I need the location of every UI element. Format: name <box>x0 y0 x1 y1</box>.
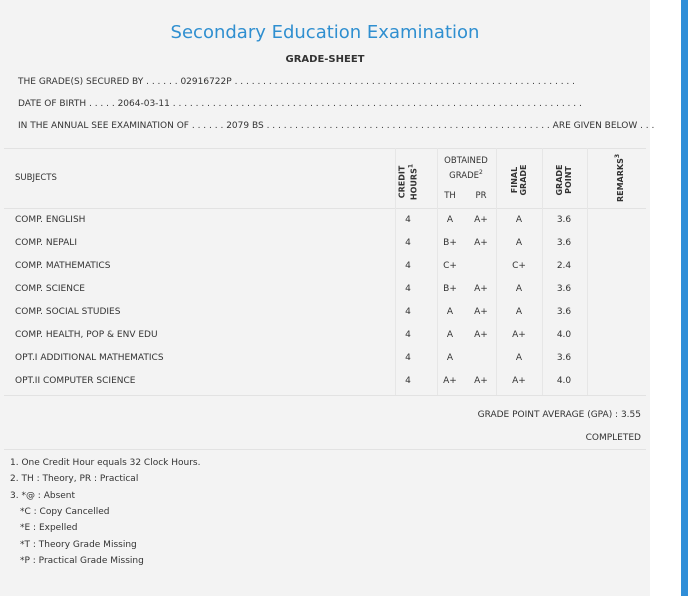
th-grade: A <box>446 353 454 363</box>
final-grade: A <box>515 353 523 363</box>
grade-point: 3.6 <box>556 215 572 225</box>
col-divider <box>587 148 588 395</box>
remarks-header: REMARKS$^3$ <box>614 153 625 203</box>
subjects-header: SUBJECTS <box>15 173 57 183</box>
note-copy-cancelled: *C : Copy Cancelled <box>20 507 110 517</box>
dob-value: 2064-03-11 <box>117 99 170 109</box>
obtained-grade-header: OBTAINED GRADE$^2$ <box>444 156 488 181</box>
result-status: COMPLETED <box>585 433 641 443</box>
th-header: TH <box>444 191 456 201</box>
dob-line: DATE OF BIRTH . . . . . 2064-03-11 . . . . . . . . . . . . . . . . . . . . . . . . . . . . . . . . . . . . . . . . . . . . . . . . . . . . . . . . . . . . . . . . . . . . . . . . <box>18 99 582 109</box>
credit-hours: 4 <box>405 284 411 294</box>
note-practical-missing: *P : Practical Grade Missing <box>20 556 144 566</box>
note-theory-missing: *T : Theory Grade Missing <box>20 540 137 550</box>
exam-label: IN THE ANNUAL SEE EXAMINATION OF <box>18 121 189 131</box>
table-bottom-border <box>4 395 646 396</box>
pr-grade: A+ <box>474 215 488 225</box>
table-header-border <box>4 208 646 209</box>
subject-name: COMP. NEPALI <box>15 238 77 248</box>
note-3: 3. *@ : Absent <box>10 491 76 501</box>
final-grade: A <box>515 215 523 225</box>
symbol-number: 02916722P <box>180 77 232 87</box>
grade-point: 4.0 <box>556 376 572 386</box>
subject-name: COMP. MATHEMATICS <box>15 261 111 271</box>
final-grade: A <box>515 238 523 248</box>
note-2: 2. TH : Theory, PR : Practical <box>10 474 139 484</box>
credit-hours-header: CREDIT HOURS$^1$ <box>397 163 419 201</box>
summary-border <box>4 449 646 450</box>
subject-name: OPT.II COMPUTER SCIENCE <box>15 376 136 386</box>
exam-year: 2079 BS <box>226 121 264 131</box>
credit-hours: 4 <box>405 353 411 363</box>
grades-secured-label: THE GRADE(S) SECURED BY <box>18 77 144 87</box>
sheet-subtitle: GRADE-SHEET <box>285 54 365 65</box>
pr-grade: A+ <box>474 307 488 317</box>
subject-name: COMP. SOCIAL STUDIES <box>15 307 121 317</box>
final-grade-header: FINAL GRADE <box>510 164 528 196</box>
final-grade: A <box>515 284 523 294</box>
subject-name: COMP. SCIENCE <box>15 284 85 294</box>
final-grade: C+ <box>512 261 526 271</box>
credit-hours: 4 <box>405 238 411 248</box>
note-1: 1. One Credit Hour equals 32 Clock Hours. <box>10 458 201 468</box>
given-below: ARE GIVEN BELOW . . . <box>552 121 655 131</box>
gpa-line: GRADE POINT AVERAGE (GPA) : 3.55 <box>477 410 641 420</box>
credit-hours: 4 <box>405 215 411 225</box>
subject-name: OPT.I ADDITIONAL MATHEMATICS <box>15 353 164 363</box>
th-grade: B+ <box>443 238 457 248</box>
pr-grade: A+ <box>474 238 488 248</box>
grade-point-header: GRADE POINT <box>555 164 573 196</box>
grades-secured-line: THE GRADE(S) SECURED BY . . . . . . 02916722P . . . . . . . . . . . . . . . . . . . . . . . . . . . . . . . . . . . . . . . . . . . . . . . . . . . . . . . . . . . . <box>18 77 576 87</box>
grade-point: 3.6 <box>556 238 572 248</box>
dob-label: DATE OF BIRTH <box>18 99 87 109</box>
th-grade: C+ <box>443 261 457 271</box>
exam-title: Secondary Education Examination <box>170 22 480 43</box>
th-grade: A <box>446 330 454 340</box>
pr-grade: A+ <box>474 284 488 294</box>
col-divider <box>542 148 543 395</box>
credit-hours: 4 <box>405 330 411 340</box>
pr-grade: A+ <box>474 376 488 386</box>
exam-line: IN THE ANNUAL SEE EXAMINATION OF . . . . . . 2079 BS . . . . . . . . . . . . . . . . . . . . . . . . . . . . . . . . . . . . . . . . . . . . . . . . . . ARE GIVEN BELOW . . . <box>18 121 655 131</box>
final-grade: A <box>515 307 523 317</box>
page-scrollbar[interactable] <box>681 0 688 596</box>
final-grade: A+ <box>512 330 526 340</box>
grade-point: 4.0 <box>556 330 572 340</box>
th-grade: B+ <box>443 284 457 294</box>
credit-hours: 4 <box>405 261 411 271</box>
grade-point: 3.6 <box>556 353 572 363</box>
note-expelled: *E : Expelled <box>20 523 78 533</box>
table-top-border <box>4 148 646 149</box>
th-grade: A <box>446 307 454 317</box>
col-divider <box>496 148 497 395</box>
subject-name: COMP. HEALTH, POP & ENV EDU <box>15 330 158 340</box>
final-grade: A+ <box>512 376 526 386</box>
th-grade: A+ <box>443 376 457 386</box>
credit-hours: 4 <box>405 376 411 386</box>
grade-point: 3.6 <box>556 307 572 317</box>
pr-header: PR <box>475 191 487 201</box>
th-grade: A <box>446 215 454 225</box>
grade-point: 2.4 <box>556 261 572 271</box>
grade-point: 3.6 <box>556 284 572 294</box>
pr-grade: A+ <box>474 330 488 340</box>
credit-hours: 4 <box>405 307 411 317</box>
col-divider <box>395 148 396 395</box>
subject-name: COMP. ENGLISH <box>15 215 86 225</box>
col-divider <box>437 148 438 395</box>
